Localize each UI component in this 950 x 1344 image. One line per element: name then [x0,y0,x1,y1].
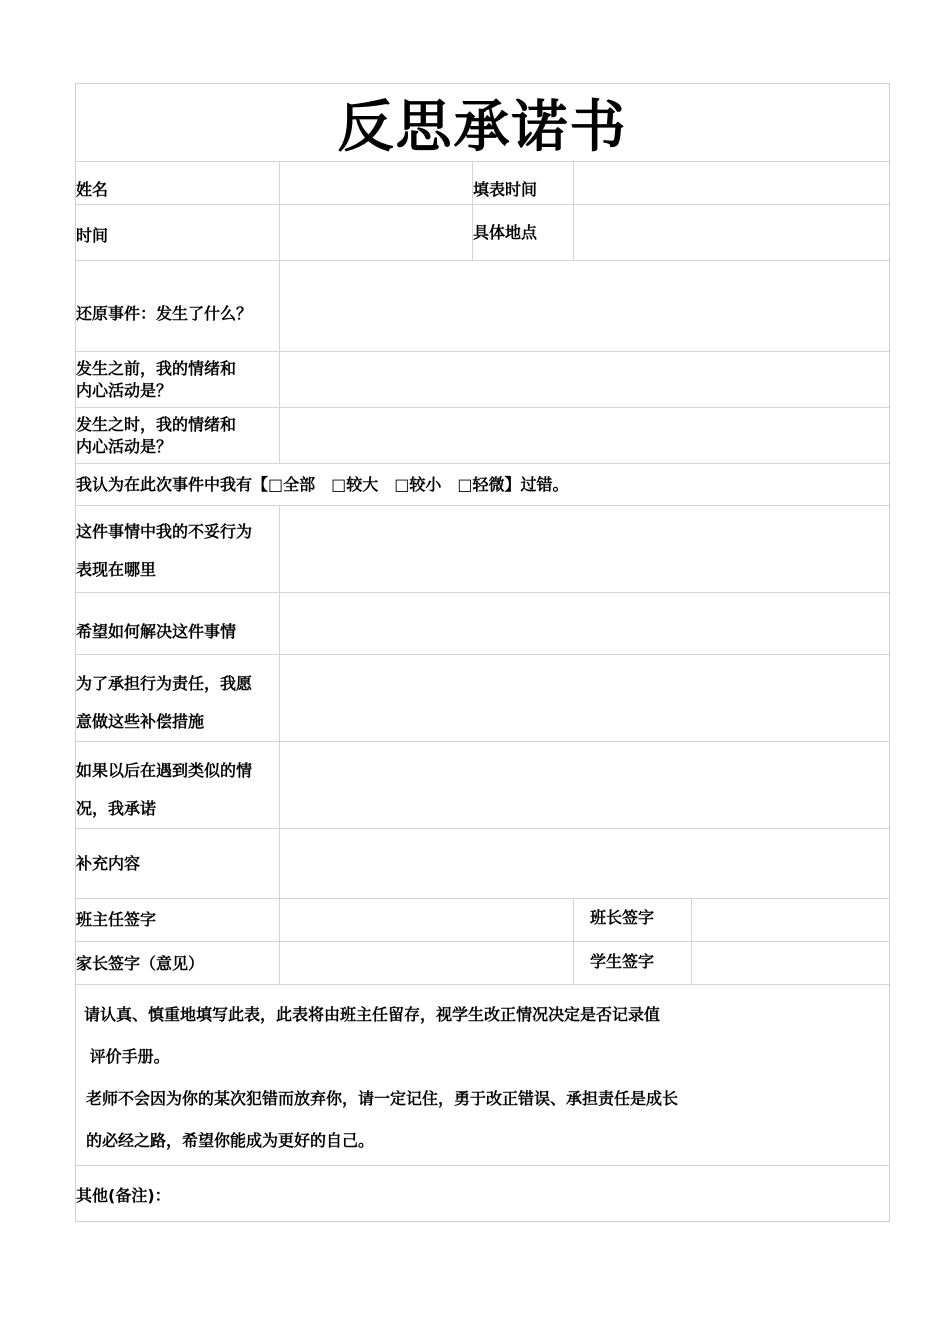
before-label-line-1: 发生之前，我的情绪和 [76,359,237,378]
student-sign-label: 学生签字 [590,952,655,971]
time-field[interactable] [280,205,472,260]
misbehavior-label-line-1: 这件事情中我的不妥行为 [76,522,253,541]
reflection-form [75,83,890,1222]
head-teacher-sign-label: 班主任签字 [76,910,157,929]
compensate-field[interactable] [280,655,890,741]
remarks-label: 其他(备注)： [76,1186,171,1205]
compensate-label-line-2: 意做这些补偿措施 [76,712,205,731]
student-sign-field[interactable] [692,942,890,984]
before-label-line-2: 内心活动是？ [76,381,173,400]
compensate-label-line-1: 为了承担行为责任，我愿 [76,674,253,693]
fill-time-field[interactable] [574,162,890,204]
fault-degree-line: 我认为在此次事件中我有【□全部 □较大 □较小 □轻微】过错。 [76,475,569,494]
during-field[interactable] [280,408,890,463]
notice-line: 请认真、慎重地填写此表，此表将由班主任留存，视学生改正情况决定是否记录值 [84,1005,661,1024]
supplement-field[interactable] [280,829,890,898]
promise-field[interactable] [280,742,890,828]
before-field[interactable] [280,352,890,407]
form-title: 反思承诺书 [337,94,628,160]
event-label: 还原事件：发生了什么？ [76,304,253,323]
time-label: 时间 [76,226,109,245]
misbehavior-field[interactable] [280,506,890,592]
notice-line: 评价手册。 [84,1047,170,1066]
resolve-label: 希望如何解决这件事情 [76,622,237,641]
notice-line: 的必经之路，希望你能成为更好的自己。 [86,1131,375,1150]
remarks-field[interactable] [216,1166,890,1222]
event-field[interactable] [280,261,890,351]
row-divider [76,984,889,985]
resolve-field[interactable] [280,593,890,654]
fill-time-label: 填表时间 [473,180,538,199]
during-label-line-2: 内心活动是？ [76,437,173,456]
name-field[interactable] [280,162,472,204]
column-divider [472,161,473,260]
parent-sign-label: 家长签字（意见） [76,954,205,973]
monitor-sign-field[interactable] [692,899,890,941]
name-label: 姓名 [76,180,109,199]
location-field[interactable] [574,205,890,260]
promise-label-line-2: 况，我承诺 [76,799,157,818]
location-label: 具体地点 [473,223,538,242]
notice-text [84,994,678,1162]
supplement-label: 补充内容 [76,854,141,873]
monitor-sign-label: 班长签字 [590,908,655,927]
promise-label-line-1: 如果以后在遇到类似的情 [76,761,253,780]
misbehavior-label-line-2: 表现在哪里 [76,560,157,579]
parent-sign-field[interactable] [280,942,573,984]
notice-line: 老师不会因为你的某次犯错而放弃你，请一定记住，勇于改正错误、承担责任是成长 [86,1089,679,1108]
row-divider [76,463,889,464]
column-divider [573,898,574,984]
during-label-line-1: 发生之时，我的情绪和 [76,415,237,434]
head-teacher-sign-field[interactable] [280,899,573,941]
